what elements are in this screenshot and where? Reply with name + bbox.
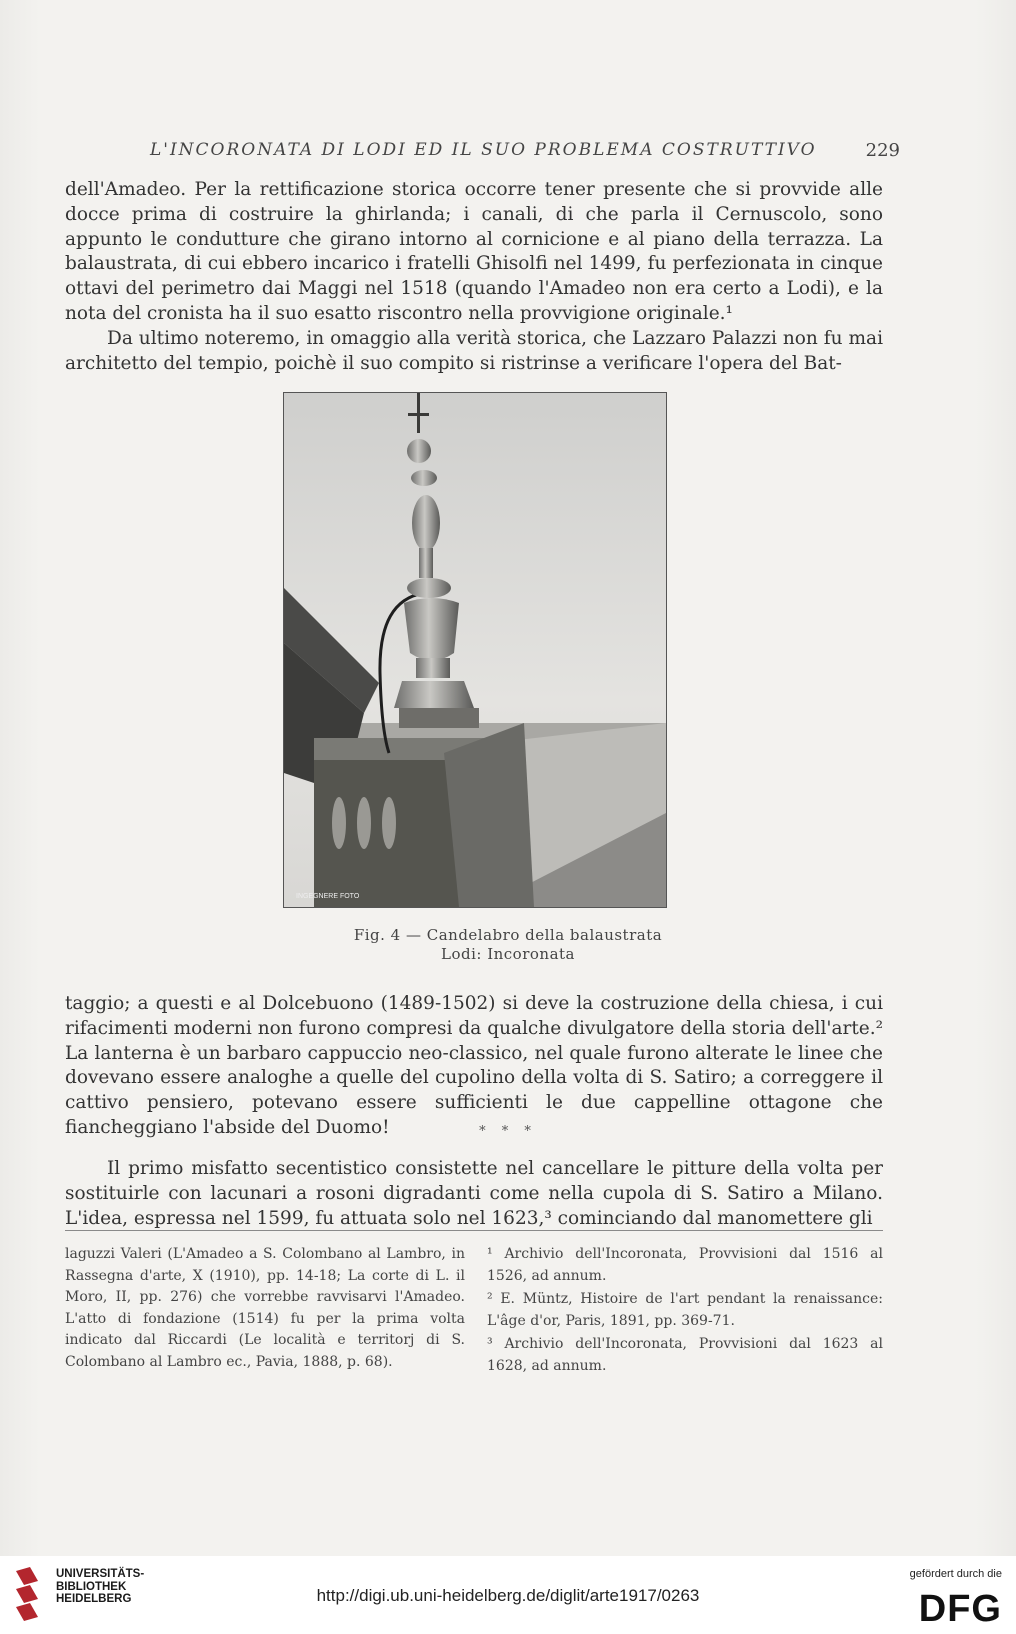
paragraph-1: dell'Amadeo. Per la rettificazione storica occorre tener presente che si provvide alle docce prima di costruire la ghirlanda; i canali, di che parla il Cernuscolo, sono appunto le condutture che girano intorno al cornicione e al piano della terrazza. La balaustrata, di cui ebbero incarico i fratelli Ghisolfi nel 1499, fu perfezionata in cinque ottavi del perimetro dai Maggi nel 1518 (quando l'Amadeo non era certo a Lodi), e la nota del cronista ha il suo esatto riscontro nella provvigione originale.¹ — [65, 179, 883, 324]
source-url-link[interactable]: http://digi.ub.uni-heidelberg.de/diglit/arte1917/0263 — [316, 1586, 700, 1605]
footnote-rule — [65, 1230, 883, 1231]
running-header — [150, 140, 900, 161]
running-title: L'INCORONATA DI LODI ED IL SUO PROBLEMA COSTRUTTIVO — [150, 140, 817, 160]
body-text-bottom — [65, 992, 883, 1141]
figure-photo — [283, 392, 667, 908]
paragraph-3: taggio; a questi e al Dolcebuono (1489-1502) si deve la costruzione della chiesa, i cui rifacimenti moderni non furono compresi da qualche divulgatore della storia dell'arte.² La lanterna è un barbaro cappuccio neo-classico, nel quale furono alterate le linee che dovevano essere analoghe a quelle del cupolino della volta di S. Satiro; a correggere il cattivo pensiero, potevano essere sufficienti le due cappelline ottagone che fiancheggiano l'abside del Duomo! — [65, 993, 883, 1138]
body-text-final — [65, 1157, 883, 1231]
page-number: 229 — [865, 140, 900, 161]
paragraph-2: Da ultimo noteremo, in omaggio alla verità storica, che Lazzaro Palazzi non fu mai architetto del tempio, poichè il suo compito si ristrinse a verificare l'opera del Bat- — [65, 327, 883, 374]
figure-caption-line2: Lodi: Incoronata — [440, 945, 575, 963]
footnote-1: ¹ Archivio dell'Incoronata, Provvisioni dal 1516 al 1526, ad annum. — [487, 1246, 883, 1284]
paragraph-4: Il primo misfatto secentistico consistette nel cancellare le pitture della volta per sostituirle con lacunari a rosoni digradanti come nella cupola di S. Satiro a Milano. L'idea, espressa nel 1599, fu attuata solo nel 1623,³ cominciando dal manomettere gli — [65, 1158, 883, 1229]
footnote-left-column — [65, 1244, 465, 1375]
body-text-top — [65, 178, 883, 376]
library-name: UNIVERSITÄTS- BIBLIOTHEK HEIDELBERG — [56, 1568, 145, 1605]
dfg-logo: DFG — [918, 1588, 1002, 1630]
footnote-continued: laguzzi Valeri (L'Amadeo a S. Colombano al Lambro, in Rassegna d'arte, X (1910), pp. 14-18; La corte di L. il Moro, II, pp. 276) che vorrebbe ravvisarvi l'Amadeo. L'atto di fondazione (1514) fu per la prima volta indicato dal Riccardi (Le località e territorj di S. Colombano al Lambro ec., Pavia, 1888, p. 68). — [65, 1246, 465, 1370]
candelabrum-photo-illustration — [284, 393, 666, 907]
footnote-right-column — [487, 1244, 883, 1379]
figure-caption-line1: Fig. 4 — Candelabro della balaustrata — [353, 926, 663, 944]
funding-label: gefördert durch die — [909, 1568, 1002, 1580]
section-separator: * * * — [479, 1124, 537, 1139]
footnote-2: ² E. Müntz, Histoire de l'art pendant la renaissance: L'âge d'or, Paris, 1891, pp. 369-71. — [487, 1291, 883, 1329]
photo-credit: INGEGNERE FOTO — [296, 893, 360, 900]
footnote-3: ³ Archivio dell'Incoronata, Provvisioni dal 1623 al 1628, ad annum. — [487, 1336, 883, 1374]
